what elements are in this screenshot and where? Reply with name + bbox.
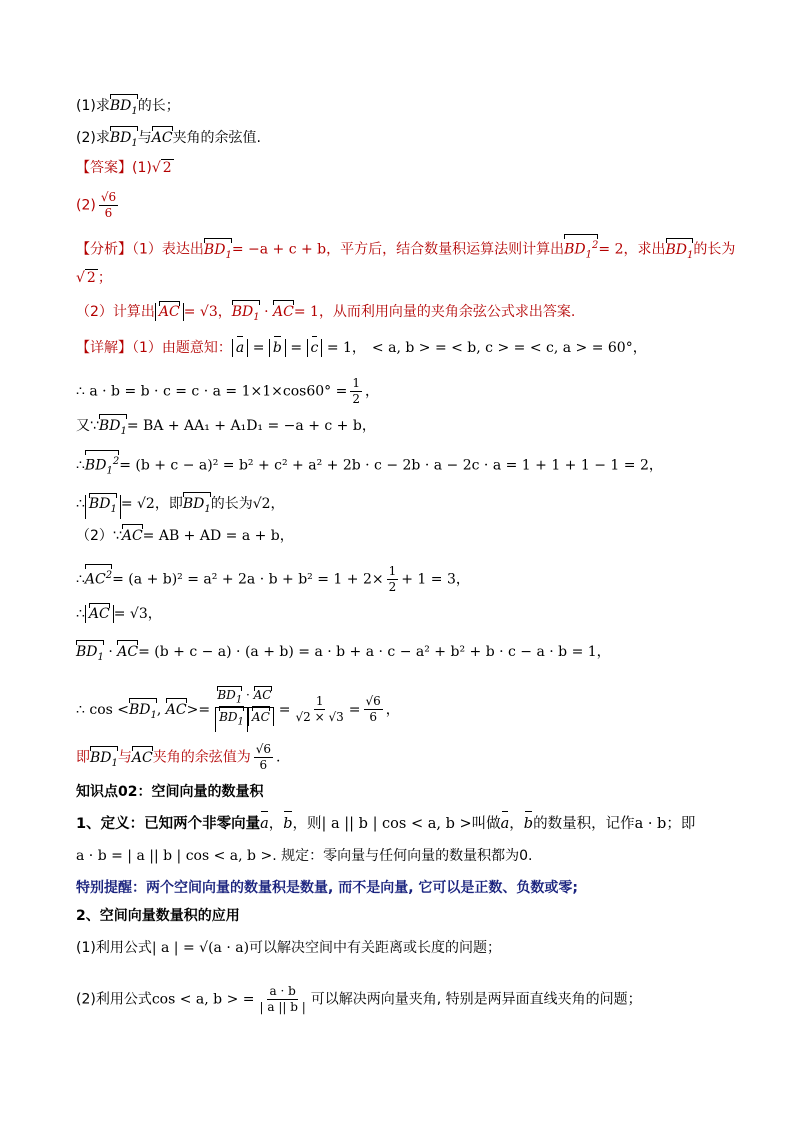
vector-bd1: $BD_1$ <box>110 96 138 122</box>
fraction-half: $\frac{1}{2}$ <box>388 564 397 594</box>
vector-ac: AC <box>151 130 173 146</box>
detail-l2: ∴ a · b = b · c = c · a = 1×1×cos60° = <box>76 383 348 400</box>
detail-l7b: = (a + b)² = a² + 2a · b + b² = 1 + 2× <box>112 571 384 588</box>
vector-b: b <box>283 816 293 832</box>
analysis-p6: ； <box>97 270 112 286</box>
analysis-expr2: = 2 <box>598 241 624 258</box>
app1c: 可以解决空间中有关距离或长度的问题； <box>249 940 502 956</box>
detail-l1c: < a, b > = < b, c > = < c, a > = 60°， <box>371 340 647 356</box>
answer-2-line <box>76 190 121 221</box>
analysis-expr1: = −a + c + b <box>231 241 327 258</box>
vector-bd1-squared: $BD_1^2$ <box>564 236 598 265</box>
def7: 的数量积，记作 <box>533 816 635 832</box>
analysis-line-1 <box>76 236 735 265</box>
vector-bd1: $BD_1$ <box>129 700 157 726</box>
detail-l1a: （1）由题意知： <box>132 340 232 356</box>
detail-line-11 <box>76 742 280 773</box>
vector-ac: AC <box>131 749 153 766</box>
analysis-p9: ，从而利用向量的夹角余弦公式求出答案. <box>318 304 576 320</box>
detail-l3a: 又∵ <box>76 418 99 434</box>
def8: a · b <box>634 816 667 832</box>
analysis-p8: ， <box>217 304 232 320</box>
detail-line-6 <box>76 526 294 546</box>
vector-bd1: $BD_1$ <box>99 416 127 442</box>
q2-prefix: (2)求 <box>76 130 110 146</box>
vector-bd1: $BD_1$ <box>183 494 211 520</box>
detail-line-3 <box>76 416 376 442</box>
vector-a: a <box>260 816 269 832</box>
detail-l10a: ∴ cos < <box>76 701 129 718</box>
detail-l10b: >= <box>186 701 211 718</box>
analysis-p3: ，求出 <box>623 241 666 258</box>
detail-l4b: = (b + c − a)² = b² + c² + a² + 2b · c − 2b · a − 2c · a = 1 + 1 + 1 − 1 = 2， <box>119 457 663 474</box>
def10: a · b = | a || b | cos < a, b > <box>76 848 273 864</box>
analysis-p2: ，平方后，结合数量积运算法则计算出 <box>326 241 565 258</box>
q1-suffix: 的长； <box>137 98 180 114</box>
analysis-p1: （1）表达出 <box>132 241 204 258</box>
detail-l11c: 夹角的余弦值为 <box>152 749 251 766</box>
application-2 <box>76 984 642 1015</box>
detail-l8b: = √3， <box>113 606 162 622</box>
detail-line-4 <box>76 452 663 481</box>
app1a: (1)利用公式 <box>76 940 152 956</box>
vector-bd1: $BD_1$ <box>76 642 104 668</box>
vector-bd1: $BD_1$ <box>232 302 260 328</box>
definition-line-1 <box>76 814 695 834</box>
def5: 叫做 <box>471 816 501 832</box>
detail-line-10: ∴ $\cos <BD_1$, AC>= $\frac{BD_1 \cdot AC}{BD_1 AC}$ = $\frac{1}{√2 \times √3}$ = $\frac{√6}{6}$ ， <box>76 688 400 732</box>
detail-l6b: = AB + AD = a + b， <box>142 528 294 544</box>
analysis-p7: （2）计算出 <box>76 304 155 320</box>
app1b: | a | = √(a · a) <box>151 940 250 956</box>
def1: 1、定义：已知两个非零向量 <box>76 816 261 832</box>
fraction-sqrt6-6: $\frac{√6}{6}$ <box>365 694 381 725</box>
q2-mid: 与 <box>137 130 152 146</box>
detail-l1b: = 1， <box>326 340 366 356</box>
detail-l10-end: ， <box>385 701 400 718</box>
detail-label: 【详解】 <box>76 340 132 356</box>
vector-ac: AC <box>121 528 143 544</box>
vector-ac: AC <box>273 304 294 320</box>
vector-bd1: $BD_1$ <box>204 240 232 266</box>
detail-l11-end: . <box>276 749 281 766</box>
detail-line-8 <box>76 604 162 624</box>
def2: ， <box>268 816 284 832</box>
fraction-half: $\frac{1}{2}$ <box>352 376 360 406</box>
fraction-sqrt6-6: $\frac{√6}{6}$ <box>255 742 271 772</box>
detail-line-2: ∴ a · b = b · c = c · a = 1×1×cos60° = $\frac{1}{2}$ ， <box>76 376 379 406</box>
analysis-line-2 <box>76 268 112 288</box>
detail-l6a: （2）∵ <box>76 528 122 544</box>
app2a: (2)利用公式 <box>76 991 152 1008</box>
detail-line-9: $BD_1 \cdot AC= (b + c - a) \cdot (a + b) = a \cdot b + a \cdot c - a^2 + b^2 + b \cdot c - a \cdot b = 1$， <box>76 642 611 668</box>
def6: ， <box>509 816 524 832</box>
detail-l11a: 即 <box>76 749 90 766</box>
vector-ac-squared: $AC^2$ <box>85 566 112 590</box>
detail-l5b: = √2，即 <box>120 496 183 512</box>
sqrt-2: √ 2 <box>76 270 96 286</box>
answer-sqrt: √ 2 <box>151 160 172 176</box>
detail-l10-eq: = <box>348 701 361 718</box>
vector-ac: AC <box>117 644 139 660</box>
detail-l5c: 的长为 <box>210 496 253 512</box>
detail-l4a: ∴ <box>76 457 85 474</box>
vector-bd1: $BD_1$ <box>666 240 694 266</box>
vector-bd1: $BD_1$ <box>110 128 138 154</box>
detail-l5a: ∴ <box>76 496 85 512</box>
abs-ac: AC <box>85 605 114 623</box>
analysis-label: 【分析】 <box>76 241 132 258</box>
answer2-fraction: $\frac{√6}{6}$ <box>100 190 117 220</box>
answer-part1: (1) <box>132 160 152 176</box>
app2c: 可以解决两向量夹角, 特别是两异面直线夹角的问题； <box>310 991 642 1008</box>
application-title: 2、空间向量数量积的应用 <box>76 908 240 924</box>
vector-ac: AC <box>165 701 187 718</box>
vector-b: b <box>523 816 534 832</box>
special-tip: 特别提醒：两个空间向量的数量积是数量, 而不是向量, 它可以是正数、负数或零; <box>76 880 578 896</box>
detail-l5d: √2， <box>252 496 285 512</box>
vector-bd1: $BD_1$ <box>90 748 118 774</box>
vector-bd1-squared: $BD_1^2$ <box>85 452 119 481</box>
def9: ；即 <box>666 816 696 832</box>
application-1 <box>76 938 501 958</box>
q2-suffix: 夹角的余弦值. <box>172 130 262 146</box>
detail-l7a: ∴ <box>76 571 85 588</box>
analysis-expr3: = √3 <box>183 304 218 320</box>
detail-l7c: + 1 = 3， <box>401 571 470 588</box>
detail-line-5 <box>76 494 285 520</box>
abs-bd1: $BD_1$ <box>85 495 121 519</box>
detail-l3b: = BA + AA₁ + A₁D₁ = −a + c + b， <box>126 418 376 434</box>
analysis-expr4: = 1 <box>293 304 319 320</box>
q1-prefix: (1)求 <box>76 98 110 114</box>
definition-line-2 <box>76 846 532 866</box>
fraction-1-sqrt6: $\frac{1}{√2 \times √3}$ <box>295 694 344 725</box>
question-2 <box>76 128 261 154</box>
detail-line-7 <box>76 564 470 595</box>
detail-l9b: = (b + c − a) · (a + b) = a · b + a · c − a² + b² + b · c − a · b = 1， <box>138 644 611 660</box>
def3: ，则 <box>292 816 322 832</box>
def4: | a || b | cos < a, b > <box>321 816 472 832</box>
analysis-p4: 的长为 <box>693 241 736 258</box>
abs-equal: a = b = c <box>232 340 327 356</box>
question-1 <box>76 96 180 122</box>
answer-label: 【答案】 <box>76 160 132 176</box>
detail-l10c: = <box>278 701 291 718</box>
def11: . 规定：零向量与任何向量的数量积都为0. <box>272 848 533 864</box>
fraction-cos: $\frac{BD_1 \cdot AC}{BD_1 AC}$ <box>213 688 276 732</box>
fraction-cos-ab: $\frac{a \cdot b}{| a || b |}$ <box>259 984 306 1014</box>
answer2-label: (2) <box>76 197 96 214</box>
answer-line <box>76 158 174 178</box>
app2b: cos < a, b > = <box>151 991 255 1008</box>
abs-ac: AC <box>155 303 184 321</box>
detail-line-1 <box>76 338 647 358</box>
detail-l11b: 与 <box>117 749 132 766</box>
section-title: 知识点02：空间向量的数量积 <box>76 784 264 800</box>
vector-a: a <box>500 816 510 832</box>
detail-l8a: ∴ <box>76 606 85 622</box>
analysis-line-3: （2）计算出 AC = √3，$BD_1 \cdot AC= 1$，从而利用向量的夹角余弦公式求出答案. <box>76 302 575 328</box>
